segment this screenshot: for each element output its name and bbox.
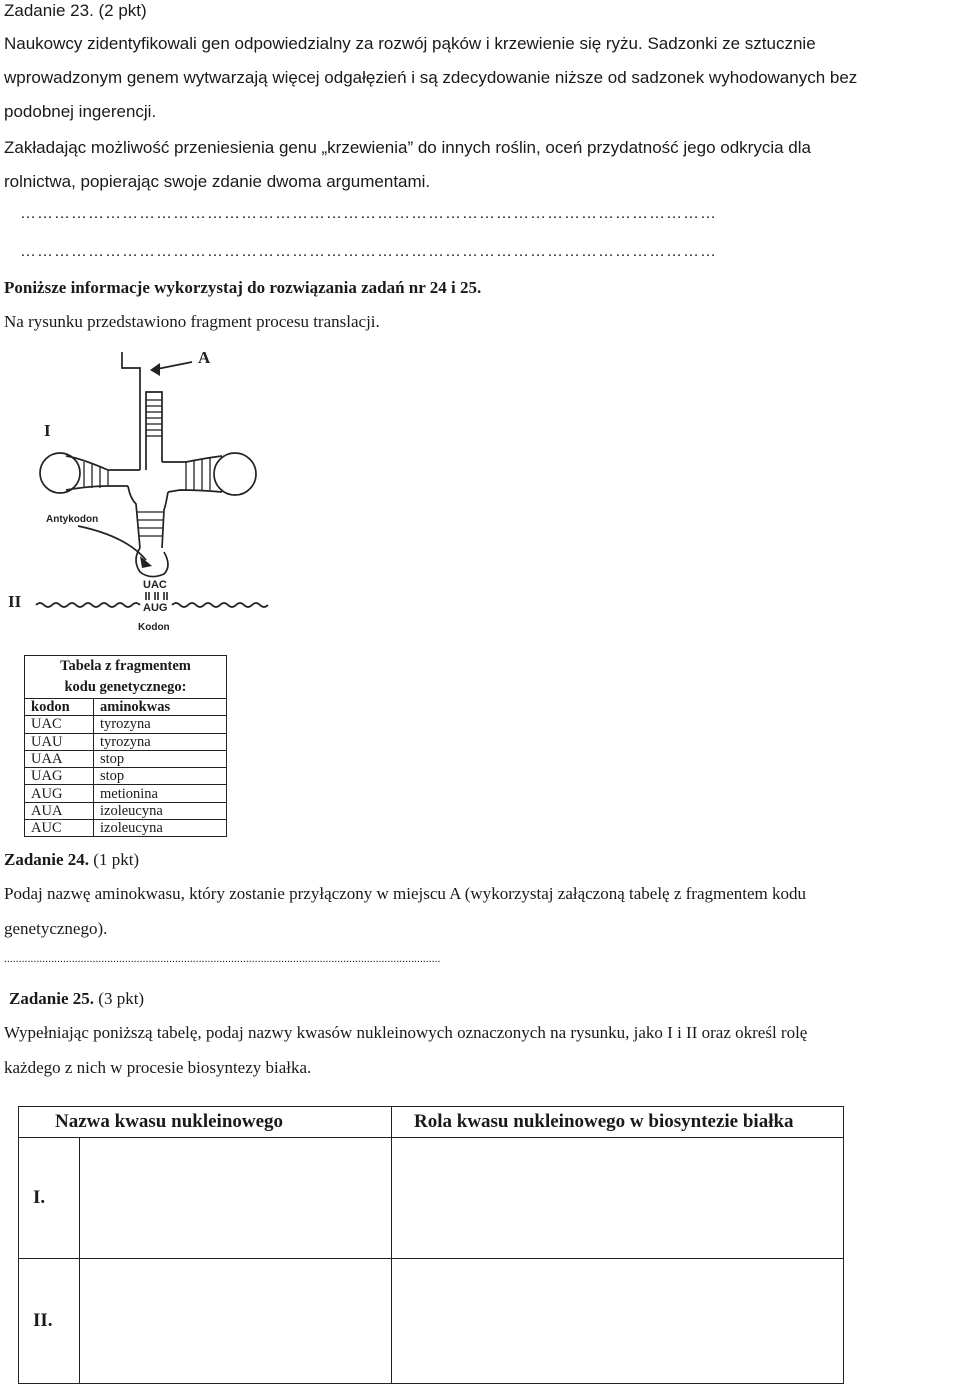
table-row [25, 802, 227, 819]
task23-paragraph-line3: podobnej ingerencji. [4, 102, 157, 121]
codon-cell: AUC [25, 820, 94, 837]
codon-cell: UAG [25, 768, 94, 785]
anticodon-label: Antykodon [46, 514, 99, 525]
anticodon-pointer-arrow [78, 526, 146, 560]
answer-cell-name-i[interactable] [79, 1138, 391, 1259]
task25-heading [9, 989, 144, 1009]
anticodon-stem-left [128, 486, 140, 548]
amino-acid-cell: stop [94, 750, 227, 767]
code-table-title-line1: Tabela z fragmentem [25, 656, 227, 678]
amino-acid-cell: izoleucyna [94, 802, 227, 819]
table-row [19, 1138, 844, 1259]
answer-cell-name-ii[interactable] [79, 1259, 391, 1384]
task24-question-line1: Podaj nazwę aminokwasu, który zostanie przyłączony w miejscu A (wykorzystaj załączoną tabelę z fragmentem kodu [4, 884, 807, 903]
translation-diagram [0, 340, 300, 640]
task23-answer-line2[interactable]: …………………………………………………………………………………………………………… [20, 243, 717, 260]
acceptor-stem-left-strand [122, 352, 140, 470]
answer-table-header-role: Rola kwasu nukleinowego w biosyntezie białka [392, 1107, 844, 1138]
codon-cell: AUG [25, 785, 94, 802]
task25-question-line2: każdego z nich w procesie biosyntezy białka. [4, 1058, 312, 1077]
amino-acid-cell: tyrozyna [94, 716, 227, 733]
answer-cell-role-ii[interactable] [392, 1259, 844, 1384]
task23-paragraph-line2: wprowadzonym genem wytwarzają więcej odgałęzień i są zdecydowanie niższe od sadzonek wyhodowanych bez [4, 68, 858, 87]
amino-acid-cell: metionina [94, 785, 227, 802]
anticodon-sequence: UAC [143, 579, 167, 591]
task25-question-line1: Wypełniając poniższą tabelę, podaj nazwy kwasów nukleinowych oznaczonych na rysunku, jako I i II oraz określ rolę [4, 1023, 808, 1042]
task23-answer-line1[interactable]: …………………………………………………………………………………………………………… [20, 205, 717, 222]
right-arm-lower [168, 490, 222, 492]
task25-heading-bold: Zadanie 25. [9, 989, 95, 1008]
right-arm-upper [162, 456, 222, 462]
t-loop [214, 453, 256, 495]
codon-cell: AUA [25, 802, 94, 819]
table-row [19, 1259, 844, 1384]
anticodon-loop [136, 548, 168, 577]
d-loop [40, 453, 80, 493]
anticodon-arrowhead [140, 556, 152, 568]
table-row [25, 768, 227, 785]
table-row [25, 750, 227, 767]
codon-label: Kodon [138, 622, 170, 633]
task24-heading [4, 850, 139, 870]
label-ii: II [8, 592, 22, 611]
table-row [25, 733, 227, 750]
table-row [25, 820, 227, 837]
code-table-header-amino: aminokwas [94, 699, 227, 716]
code-table-header-codon: kodon [25, 699, 94, 716]
task24-question-line2: genetycznego). [4, 919, 108, 938]
task24-heading-bold: Zadanie 24. [4, 850, 90, 869]
code-table-title-line2: kodu genetycznego: [25, 677, 227, 699]
acceptor-stem-right-strand [146, 392, 162, 470]
genetic-code-table [24, 655, 227, 837]
task24-heading-points: (1 pkt) [89, 850, 140, 869]
task23-heading: Zadanie 23. (2 pkt) [4, 1, 147, 20]
amino-acid-cell: tyrozyna [94, 733, 227, 750]
info-lead: Poniższe informacje wykorzystaj do rozwiązania zadań nr 24 i 25. [4, 278, 482, 297]
answer-table [18, 1106, 844, 1384]
answer-cell-role-i[interactable] [392, 1138, 844, 1259]
task23-question-line1: Zakładając możliwość przeniesienia genu „krzewienia” do innych roślin, oceń przydatność jego odkrycia dla [4, 138, 811, 157]
answer-table-header-name: Nazwa kwasu nukleinowego [19, 1107, 392, 1138]
task25-heading-points: (3 pkt) [94, 989, 145, 1008]
task24-answer-line[interactable]: .................................................................................................................................................... [4, 953, 441, 965]
amino-acid-cell: izoleucyna [94, 820, 227, 837]
codon-cell: UAU [25, 733, 94, 750]
row-label-ii: II. [19, 1259, 80, 1384]
table-row [25, 785, 227, 802]
figure-caption: Na rysunku przedstawiono fragment procesu translacji. [4, 312, 380, 331]
label-i: I [44, 421, 51, 440]
row-label-i: I. [19, 1138, 80, 1259]
codon-cell: UAA [25, 750, 94, 767]
label-a: A [198, 348, 211, 367]
table-row [25, 716, 227, 733]
task23-question-line2: rolnictwa, popierając swoje zdanie dwoma argumentami. [4, 172, 431, 191]
codon-cell: UAC [25, 716, 94, 733]
amino-acid-cell: stop [94, 768, 227, 785]
task23-paragraph-line1: Naukowcy zidentyfikowali gen odpowiedzialny za rozwój pąków i krzewienie się ryżu. Sadzonki ze sztucznie [4, 34, 816, 53]
codon-sequence: AUG [143, 602, 168, 614]
site-a-arrowhead [150, 363, 160, 376]
